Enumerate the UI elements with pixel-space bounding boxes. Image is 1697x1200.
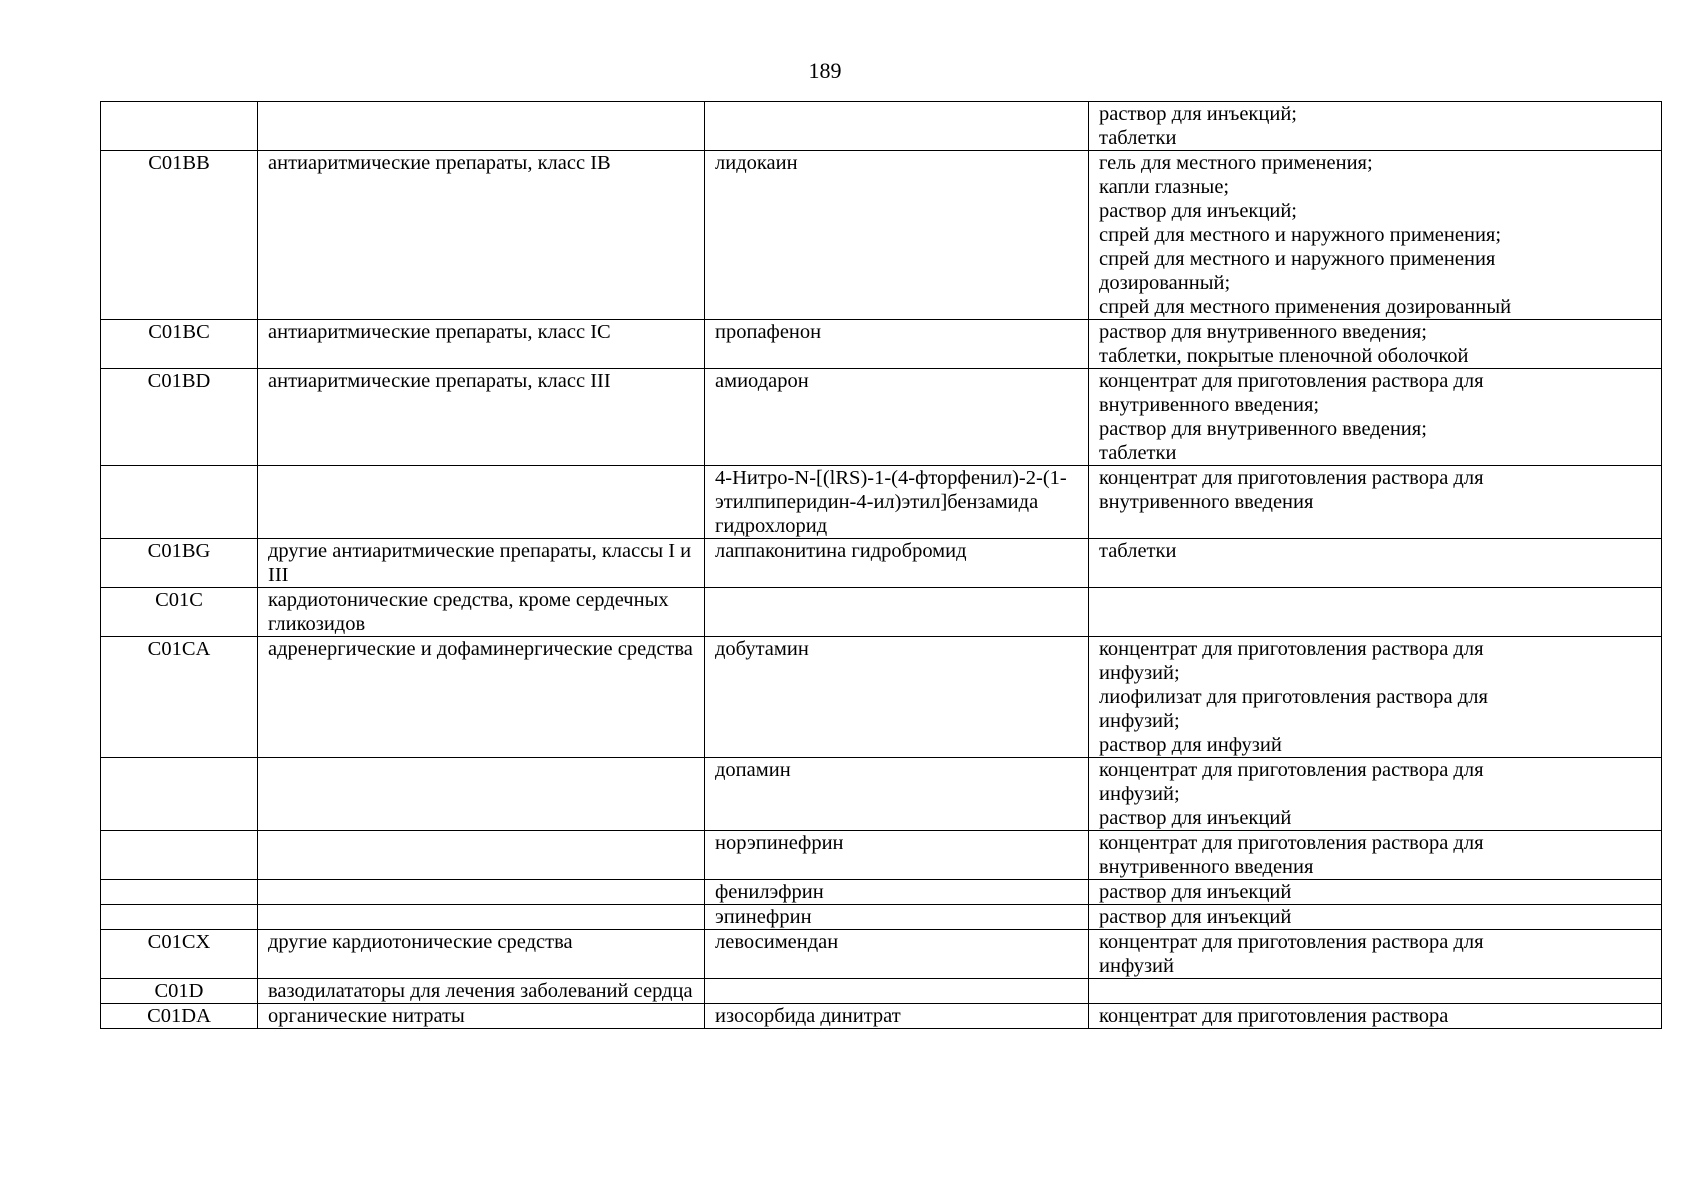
dosage-form-line: раствор для инъекций; — [1099, 200, 1297, 222]
table-row — [101, 1004, 1662, 1029]
drug-name-cell: добутамин — [705, 637, 1089, 758]
dosage-form-line: концентрат для приготовления раствора для — [1099, 467, 1484, 489]
drug-name-cell: 4-Нитро-N-[(lRS)-1-(4-фторфенил)-2-(1-этилпиперидин-4-ил)этил]бензамида гидрохлорид — [705, 466, 1089, 539]
atc-code-cell — [101, 466, 258, 539]
table-row — [101, 758, 1662, 831]
table-row — [101, 979, 1662, 1004]
atc-code-cell — [101, 831, 258, 880]
drug-name-cell: левосимендан — [705, 930, 1089, 979]
drug-name-cell — [705, 588, 1089, 637]
anatomical-group-cell: кардиотонические средства, кроме сердечных гликозидов — [258, 588, 705, 637]
dosage-forms-cell — [1089, 905, 1662, 930]
atc-code-cell — [101, 758, 258, 831]
atc-code-cell: C01BG — [101, 539, 258, 588]
dosage-form-line: лиофилизат для приготовления раствора для — [1099, 686, 1488, 708]
dosage-forms-cell — [1089, 1004, 1662, 1029]
dosage-form-line: инфузий; — [1099, 710, 1180, 732]
dosage-form-line: раствор для инъекций; — [1099, 103, 1297, 125]
drug-name-cell — [705, 102, 1089, 151]
atc-code-cell: C01D — [101, 979, 258, 1004]
dosage-form-line: таблетки — [1099, 540, 1177, 562]
dosage-form-line: концентрат для приготовления раствора для — [1099, 832, 1484, 854]
dosage-form-line: внутривенного введения — [1099, 491, 1314, 513]
dosage-form-line: таблетки, покрытые пленочной оболочкой — [1099, 345, 1469, 367]
dosage-forms-cell — [1089, 831, 1662, 880]
anatomical-group-cell: другие антиаритмические препараты, классы I и III — [258, 539, 705, 588]
drug-name-cell: лаппаконитина гидробромид — [705, 539, 1089, 588]
dosage-forms-cell — [1089, 102, 1662, 151]
table-row — [101, 588, 1662, 637]
drug-name-cell — [705, 979, 1089, 1004]
drug-table — [100, 101, 1662, 1029]
table-row — [101, 637, 1662, 758]
atc-code-cell: C01BD — [101, 369, 258, 466]
atc-code-cell — [101, 880, 258, 905]
dosage-form-line: раствор для инъекций — [1099, 807, 1292, 829]
table-row — [101, 905, 1662, 930]
dosage-form-line: инфузий; — [1099, 662, 1180, 684]
dosage-form-line: концентрат для приготовления раствора для — [1099, 759, 1484, 781]
dosage-form-line: дозированный; — [1099, 272, 1231, 294]
dosage-form-line: спрей для местного и наружного применения; — [1099, 224, 1502, 246]
atc-code-cell: C01DA — [101, 1004, 258, 1029]
table-row — [101, 930, 1662, 979]
dosage-form-line: концентрат для приготовления раствора для — [1099, 638, 1484, 660]
anatomical-group-cell: антиаритмические препараты, класс III — [258, 369, 705, 466]
drug-name-cell: изосорбида динитрат — [705, 1004, 1089, 1029]
dosage-form-line: концентрат для приготовления раствора — [1099, 1005, 1449, 1027]
table-row — [101, 466, 1662, 539]
dosage-form-line: раствор для внутривенного введения; — [1099, 321, 1427, 343]
dosage-form-line: концентрат для приготовления раствора для — [1099, 370, 1484, 392]
dosage-form-line: инфузий; — [1099, 783, 1180, 805]
dosage-form-line: внутривенного введения — [1099, 856, 1314, 878]
anatomical-group-cell: вазодилататоры для лечения заболеваний сердца — [258, 979, 705, 1004]
anatomical-group-cell: другие кардиотонические средства — [258, 930, 705, 979]
table-row — [101, 320, 1662, 369]
table-body — [101, 102, 1662, 1029]
dosage-form-line: раствор для инъекций — [1099, 906, 1292, 928]
table-row — [101, 539, 1662, 588]
drug-name-cell: лидокаин — [705, 151, 1089, 320]
anatomical-group-cell — [258, 831, 705, 880]
dosage-form-line: таблетки — [1099, 442, 1177, 464]
drug-name-cell: пропафенон — [705, 320, 1089, 369]
dosage-form-line: раствор для инъекций — [1099, 881, 1292, 903]
dosage-form-line: раствор для внутривенного введения; — [1099, 418, 1427, 440]
dosage-forms-cell — [1089, 758, 1662, 831]
dosage-forms-cell — [1089, 588, 1662, 637]
anatomical-group-cell — [258, 102, 705, 151]
drug-name-cell: допамин — [705, 758, 1089, 831]
dosage-forms-cell — [1089, 880, 1662, 905]
dosage-forms-cell — [1089, 466, 1662, 539]
table-row — [101, 151, 1662, 320]
dosage-forms-cell — [1089, 369, 1662, 466]
drug-name-cell: эпинефрин — [705, 905, 1089, 930]
anatomical-group-cell: органические нитраты — [258, 1004, 705, 1029]
dosage-forms-cell — [1089, 930, 1662, 979]
drug-name-cell: фенилэфрин — [705, 880, 1089, 905]
anatomical-group-cell — [258, 466, 705, 539]
atc-code-cell: C01CX — [101, 930, 258, 979]
dosage-forms-cell — [1089, 320, 1662, 369]
table-row — [101, 831, 1662, 880]
anatomical-group-cell: адренергические и дофаминергические средства — [258, 637, 705, 758]
dosage-form-line: внутривенного введения; — [1099, 394, 1320, 416]
atc-code-cell: C01BC — [101, 320, 258, 369]
dosage-forms-cell — [1089, 539, 1662, 588]
dosage-form-line: раствор для инфузий — [1099, 734, 1282, 756]
page-number: 189 — [808, 58, 842, 83]
atc-code-cell — [101, 102, 258, 151]
dosage-forms-cell — [1089, 151, 1662, 320]
dosage-forms-cell — [1089, 637, 1662, 758]
dosage-form-line: концентрат для приготовления раствора для — [1099, 931, 1484, 953]
drug-name-cell: норэпинефрин — [705, 831, 1089, 880]
dosage-form-line: таблетки — [1099, 127, 1177, 149]
atc-code-cell: C01BB — [101, 151, 258, 320]
table-row — [101, 102, 1662, 151]
dosage-forms-cell — [1089, 979, 1662, 1004]
dosage-form-line: капли глазные; — [1099, 176, 1230, 198]
dosage-form-line: спрей для местного применения дозированный — [1099, 296, 1512, 318]
anatomical-group-cell — [258, 758, 705, 831]
dosage-form-line: инфузий — [1099, 955, 1175, 977]
anatomical-group-cell: антиаритмические препараты, класс IB — [258, 151, 705, 320]
table-row — [101, 369, 1662, 466]
anatomical-group-cell: антиаритмические препараты, класс IC — [258, 320, 705, 369]
dosage-form-line: гель для местного применения; — [1099, 152, 1373, 174]
atc-code-cell: C01CA — [101, 637, 258, 758]
dosage-form-line: спрей для местного и наружного применения — [1099, 248, 1496, 270]
drug-name-cell: амиодарон — [705, 369, 1089, 466]
atc-code-cell — [101, 905, 258, 930]
anatomical-group-cell — [258, 905, 705, 930]
table-row — [101, 880, 1662, 905]
atc-code-cell: C01C — [101, 588, 258, 637]
anatomical-group-cell — [258, 880, 705, 905]
